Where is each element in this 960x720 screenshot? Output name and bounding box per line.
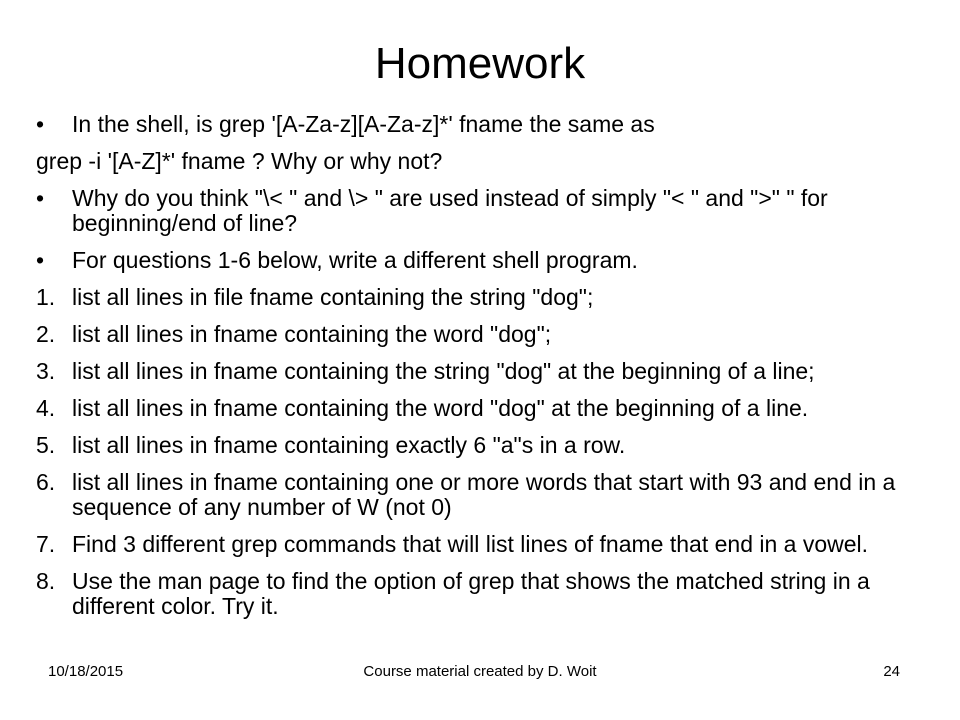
numbered-item (36, 532, 916, 557)
item-text: list all lines in file fname containing the string "dog"; (72, 284, 594, 310)
item-text: list all lines in fname containing the word "dog"; (72, 321, 552, 347)
numbered-item (36, 569, 916, 619)
numbered-item (36, 396, 916, 421)
numbered-item (36, 470, 916, 520)
item-text: list all lines in fname containing the string "dog" at the beginning of a line; (72, 358, 815, 384)
page-number: 24 (883, 663, 900, 680)
bullet-item (36, 186, 916, 236)
item-number: 2. (36, 321, 56, 347)
item-text: list all lines in fname containing the word "dog" at the beginning of a line. (72, 395, 809, 421)
bullet-item (36, 112, 916, 137)
item-number: 3. (36, 358, 56, 384)
numbered-item (36, 433, 916, 458)
slide-title: Homework (374, 39, 586, 88)
slide-content (36, 112, 916, 631)
bullet-text: In the shell, is grep '[A-Za-z][A-Za-z]*' fname the same as (72, 111, 655, 137)
numbered-item (36, 322, 916, 347)
item-number: 7. (36, 531, 56, 557)
bullet-marker: • (36, 111, 45, 137)
bullet-text: Why do you think "\< " and \> " are used instead of simply "< " and ">" " for beginning/end of line? (72, 185, 828, 236)
footer-date: 10/18/2015 (48, 663, 124, 680)
numbered-item (36, 359, 916, 384)
item-number: 5. (36, 432, 56, 458)
bullet-text: grep -i '[A-Z]*' fname ? Why or why not? (36, 148, 443, 174)
item-number: 6. (36, 469, 56, 495)
bullet-marker: • (36, 185, 45, 211)
numbered-item (36, 285, 916, 310)
item-text: list all lines in fname containing one or more words that start with 93 and end in a sequence of any number of W (not 0) (72, 469, 896, 520)
bullet-item (36, 248, 916, 273)
bullet-text: For questions 1-6 below, write a different shell program. (72, 247, 638, 273)
bullet-marker: • (36, 247, 45, 273)
footer-credit: Course material created by D. Woit (363, 663, 597, 680)
item-text: list all lines in fname containing exactly 6 "a"s in a row. (72, 432, 626, 458)
item-number: 4. (36, 395, 56, 421)
item-number: 8. (36, 568, 56, 594)
item-text: Find 3 different grep commands that will list lines of fname that end in a vowel. (72, 531, 869, 557)
continuation-line (36, 149, 916, 174)
item-number: 1. (36, 284, 56, 310)
item-text: Use the man page to find the option of grep that shows the matched string in a different color. Try it. (72, 568, 870, 619)
